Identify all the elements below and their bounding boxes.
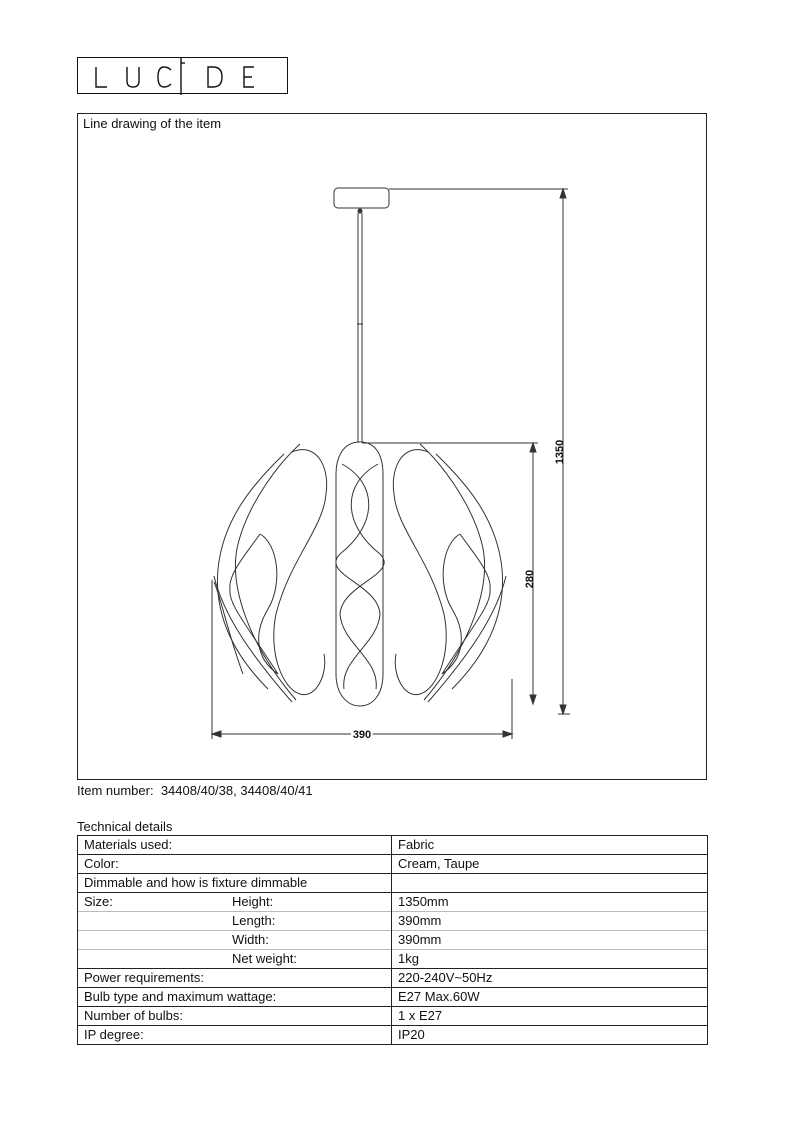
bulbs-label: Number of bulbs: xyxy=(78,1007,392,1026)
table-row xyxy=(78,1026,708,1045)
table-row xyxy=(78,912,708,931)
ip-label: IP degree: xyxy=(78,1026,392,1045)
bulbs-value: 1 x E27 xyxy=(392,1007,708,1026)
table-row xyxy=(78,874,708,893)
table-row xyxy=(78,988,708,1007)
materials-label: Materials used: xyxy=(78,836,392,855)
table-row xyxy=(78,931,708,950)
item-number xyxy=(77,783,313,798)
pendant-lamp-drawing xyxy=(78,114,708,781)
table-row xyxy=(78,855,708,874)
drawing-caption: Line drawing of the item xyxy=(83,116,222,131)
power-label: Power requirements: xyxy=(78,969,392,988)
width-label: 390 xyxy=(352,729,372,741)
total-height-label: 1350 xyxy=(554,439,566,465)
item-number-value: 34408/40/38, 34408/40/41 xyxy=(160,783,313,798)
ip-value: IP20 xyxy=(392,1026,708,1045)
table-row xyxy=(78,1007,708,1026)
table-row xyxy=(78,950,708,969)
dimmable-label: Dimmable and how is fixture dimmable xyxy=(78,874,392,893)
size-height-cell xyxy=(78,893,392,912)
height-label: Height: xyxy=(232,894,274,909)
materials-value: Fabric xyxy=(392,836,708,855)
width-value: 390mm xyxy=(392,931,708,950)
color-label: Color: xyxy=(78,855,392,874)
length-label: Length: xyxy=(232,913,276,928)
technical-details-title: Technical details xyxy=(77,819,173,834)
bulb-type-label: Bulb type and maximum wattage: xyxy=(78,988,392,1007)
length-value: 390mm xyxy=(392,912,708,931)
table-row xyxy=(78,969,708,988)
width-label: Width: xyxy=(232,932,269,947)
size-label: Size: xyxy=(84,894,113,909)
bulb-type-value: E27 Max.60W xyxy=(392,988,708,1007)
table-row xyxy=(78,893,708,912)
net-weight-value: 1kg xyxy=(392,950,708,969)
shade-height-label: 280 xyxy=(524,569,536,589)
height-value: 1350mm xyxy=(392,893,708,912)
table-row xyxy=(78,836,708,855)
technical-details-table xyxy=(77,835,708,1045)
canopy xyxy=(334,188,389,208)
power-value: 220-240V~50Hz xyxy=(392,969,708,988)
lucide-logo xyxy=(77,57,288,94)
net-weight-label: Net weight: xyxy=(232,951,298,966)
logo-lettering xyxy=(78,58,289,95)
line-drawing-panel xyxy=(77,113,707,780)
item-number-label: Item number: xyxy=(77,783,154,798)
color-value: Cream, Taupe xyxy=(392,855,708,874)
dimmable-value xyxy=(392,874,708,893)
